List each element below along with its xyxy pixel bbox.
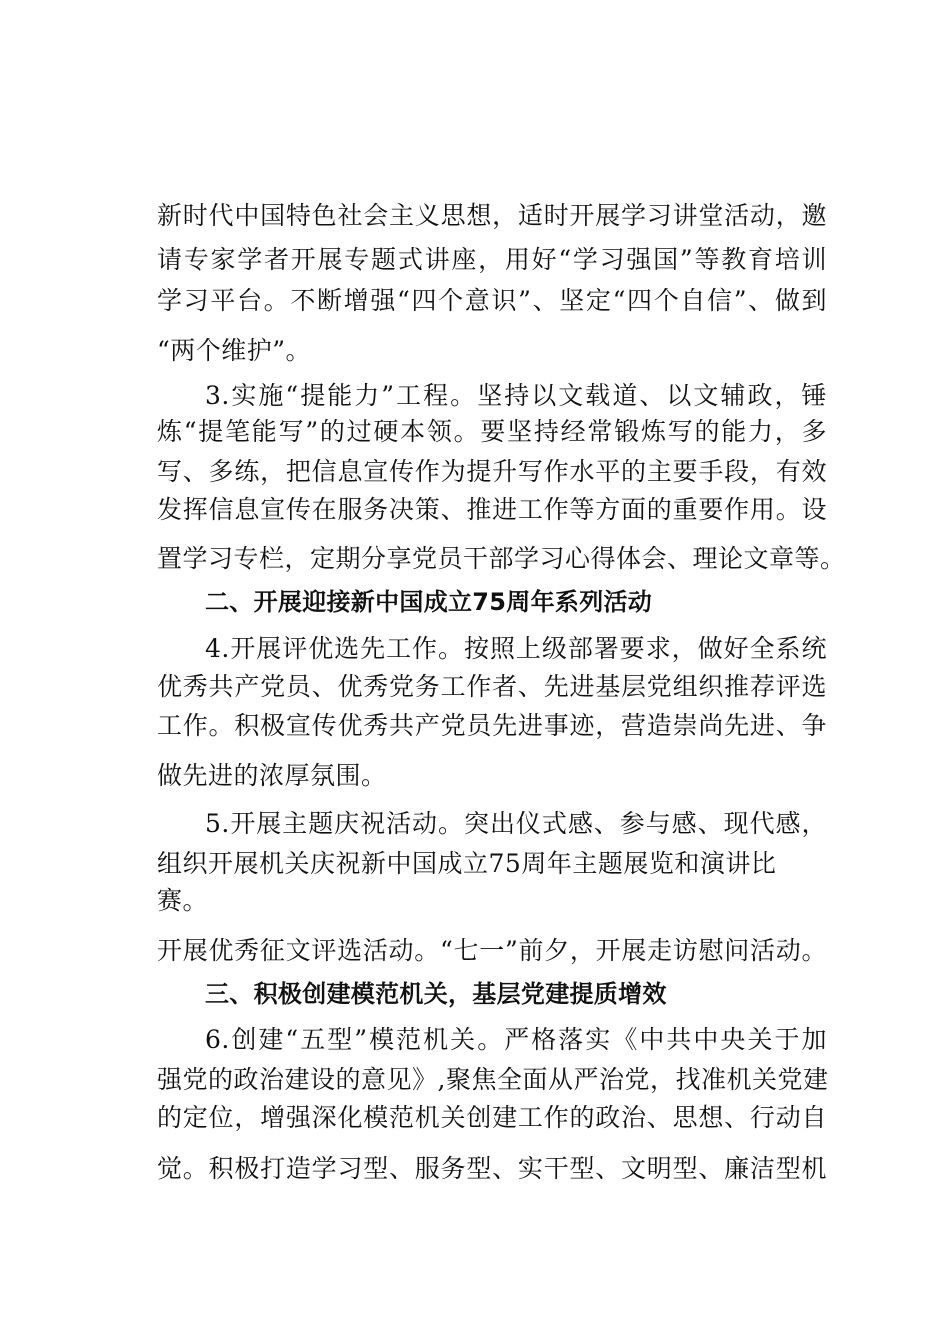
- paragraph-line: 开展优秀征文评选活动。“七一”前夕，开展走访慰问活动。: [157, 936, 827, 965]
- paragraph-line: 优秀共产党员、优秀党务工作者、先进基层党组织推荐评选: [157, 672, 827, 701]
- section-heading: 二、开展迎接新中国成立75周年系列活动: [205, 588, 653, 616]
- paragraph-line: 5.开展主题庆祝活动。突出仪式感、参与感、现代感，: [205, 809, 827, 838]
- paragraph-line: 发挥信息宣传在服务决策、推进工作等方面的重要作用。设: [157, 495, 827, 524]
- paragraph-line: 置学习专栏，定期分享党员干部学习心得体会、理论文章等。: [157, 544, 846, 573]
- section-heading: 三、积极创建模范机关，基层党建提质增效: [205, 980, 667, 1008]
- paragraph-line: 写、多练，把信息宣传作为提升写作水平的主要手段，有效: [157, 457, 827, 486]
- paragraph-line: 组织开展机关庆祝新中国成立75周年主题展览和演讲比: [157, 849, 777, 878]
- paragraph-line: 请专家学者开展专题式讲座，用好“学习强国”等教育培训: [157, 245, 827, 274]
- paragraph-line: 觉。积极打造学习型、服务型、实干型、文明型、廉洁型机: [157, 1154, 827, 1183]
- paragraph-line: 新时代中国特色社会主义思想，适时开展学习讲堂活动，邀: [157, 201, 827, 230]
- paragraph-line: “两个维护”。: [157, 336, 312, 365]
- paragraph-line: 学习平台。不断增强“四个意识”、坚定“四个自信”、做到: [157, 286, 827, 315]
- paragraph-line: 4.开展评优选先工作。按照上级部署要求，做好全系统: [205, 634, 827, 663]
- paragraph-line: 6.创建“五型”模范机关。严格落实《中共中央关于加: [205, 1025, 827, 1054]
- paragraph-line: 赛。: [157, 886, 209, 915]
- paragraph-line: 3.实施“提能力”工程。坚持以文载道、以文辅政，锤: [205, 381, 827, 410]
- paragraph-line: 强党的政治建设的意见》,聚焦全面从严治党，找准机关党建: [157, 1065, 829, 1094]
- paragraph-line: 的定位，增强深化模范机关创建工作的政治、思想、行动自: [157, 1103, 827, 1132]
- paragraph-line: 工作。积极宣传优秀共产党员先进事迹，营造崇尚先进、争: [157, 711, 827, 740]
- paragraph-line: 炼“提笔能写”的过硬本领。要坚持经常锻炼写的能力，多: [157, 417, 827, 446]
- paragraph-line: 做先进的浓厚氛围。: [157, 761, 387, 790]
